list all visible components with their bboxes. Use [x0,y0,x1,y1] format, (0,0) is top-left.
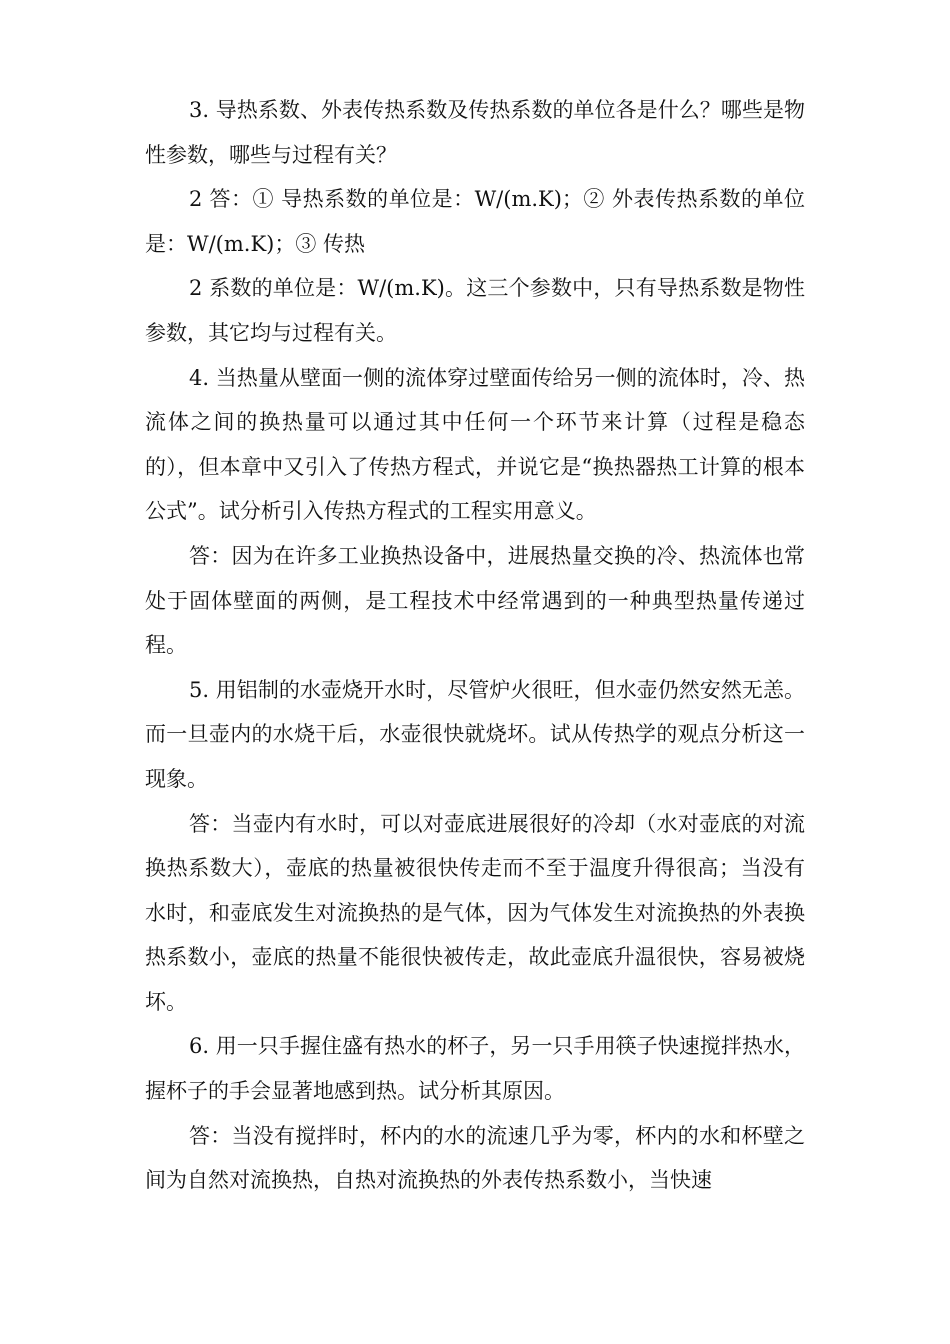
answer-3-paragraph-part-1: 2 答：① 导热系数的单位是：W/(m.K)；② 外表传热系数的单位是：W/(m.K)；③ 传热 [145,187,805,256]
question-3-paragraph: 3. 导热系数、外表传热系数及传热系数的单位各是什么？哪些是物性参数，哪些与过程有关？ [145,98,805,167]
answer-4-paragraph: 答：因为在许多工业换热设备中，进展热量交换的冷、热流体也常处于固体壁面的两侧，是工程技术中经常遇到的一种典型热量传递过程。 [145,543,805,658]
question-4-paragraph: 4. 当热量从壁面一侧的流体穿过壁面传给另一侧的流体时，冷、热流体之间的换热量可以通过其中任何一个环节来计算（过程是稳态的），但本章中又引入了传热方程式，并说它是“换热器热工计算的根本公式”。试分析引入传热方程式的工程实用意义。 [145,365,805,524]
question-5-paragraph: 5. 用铝制的水壶烧开水时，尽管炉火很旺，但水壶仍然安然无恙。而一旦壶内的水烧干后，水壶很快就烧坏。试从传热学的观点分析这一现象。 [145,677,805,791]
question-6-paragraph: 6. 用一只手握住盛有热水的杯子，另一只手用筷子快速搅拌热水，握杯子的手会显著地感到热。试分析其原因。 [145,1034,805,1104]
answer-3-paragraph-part-2: 2 系数的单位是：W/(m.K)。这三个参数中，只有导热系数是物性参数，其它均与过程有关。 [145,276,805,345]
answer-6-paragraph: 答：当没有搅拌时，杯内的水的流速几乎为零，杯内的水和杯壁之间为自然对流换热，自热对流换热的外表传热系数小，当快速 [145,1123,805,1193]
answer-5-paragraph: 答：当壶内有水时，可以对壶底进展很好的冷却（水对壶底的对流换热系数大），壶底的热量被很快传走而不至于温度升得很高；当没有水时，和壶底发生对流换热的是气体，因为气体发生对流换热的外表换热系数小，壶底的热量不能很快被传走，故此壶底升温很快，容易被烧坏。 [145,811,805,1014]
document-body [145,88,805,1203]
